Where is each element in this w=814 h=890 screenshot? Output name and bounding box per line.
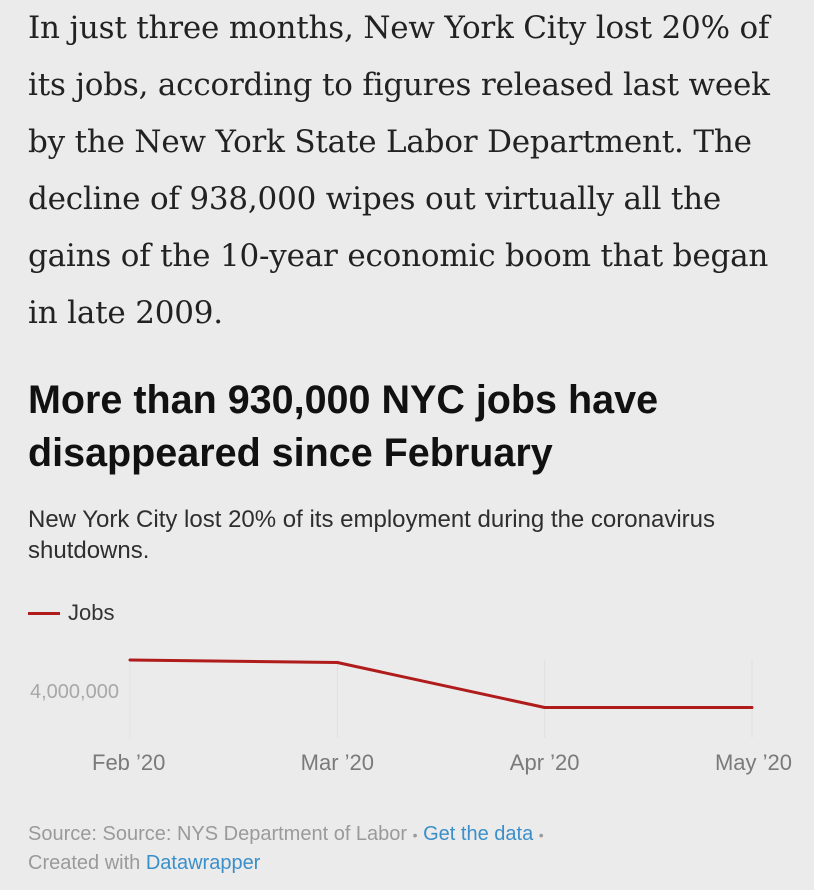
x-tick-label: Mar ’20 (300, 750, 375, 775)
get-the-data-link[interactable]: Get the data (423, 823, 534, 845)
data-point-jobs (543, 706, 546, 709)
chart-title: More than 930,000 NYC jobs have disappeared since February (28, 378, 659, 475)
footer-line-2 (28, 849, 798, 877)
y-tick-label: 4,000,000 (30, 681, 119, 703)
footer-separator: • (412, 827, 418, 843)
x-tick-label: Feb ’20 (92, 750, 166, 775)
series-line-jobs (130, 660, 752, 708)
x-tick-label: Apr ’20 (509, 750, 580, 775)
chart-legend (28, 598, 114, 628)
footer-separator: • (538, 827, 544, 843)
chart-footer (28, 820, 798, 877)
x-tick-label: May ’20 (714, 750, 792, 775)
data-point-jobs (129, 659, 132, 662)
line-chart (0, 640, 814, 790)
data-point-jobs (751, 706, 754, 709)
created-with-text: Created with (28, 852, 141, 874)
legend-swatch-jobs (28, 612, 60, 615)
source-text: Source: Source: NYS Department of Labor (28, 823, 408, 845)
data-point-jobs (336, 661, 339, 664)
footer-line-1 (28, 820, 798, 849)
legend-label-jobs: Jobs (68, 600, 115, 625)
datawrapper-link[interactable]: Datawrapper (145, 852, 261, 874)
article-paragraph: In just three months, New York City lost 20% of its jobs, according to figures released last week by the New York State Labor Department. The decline of 938,000 wipes out virtually all the gains of the 10-year economic boom that began in late 2009. (28, 10, 770, 331)
chart-subtitle: New York City lost 20% of its employment during the coronavirus shutdowns. (28, 506, 715, 564)
